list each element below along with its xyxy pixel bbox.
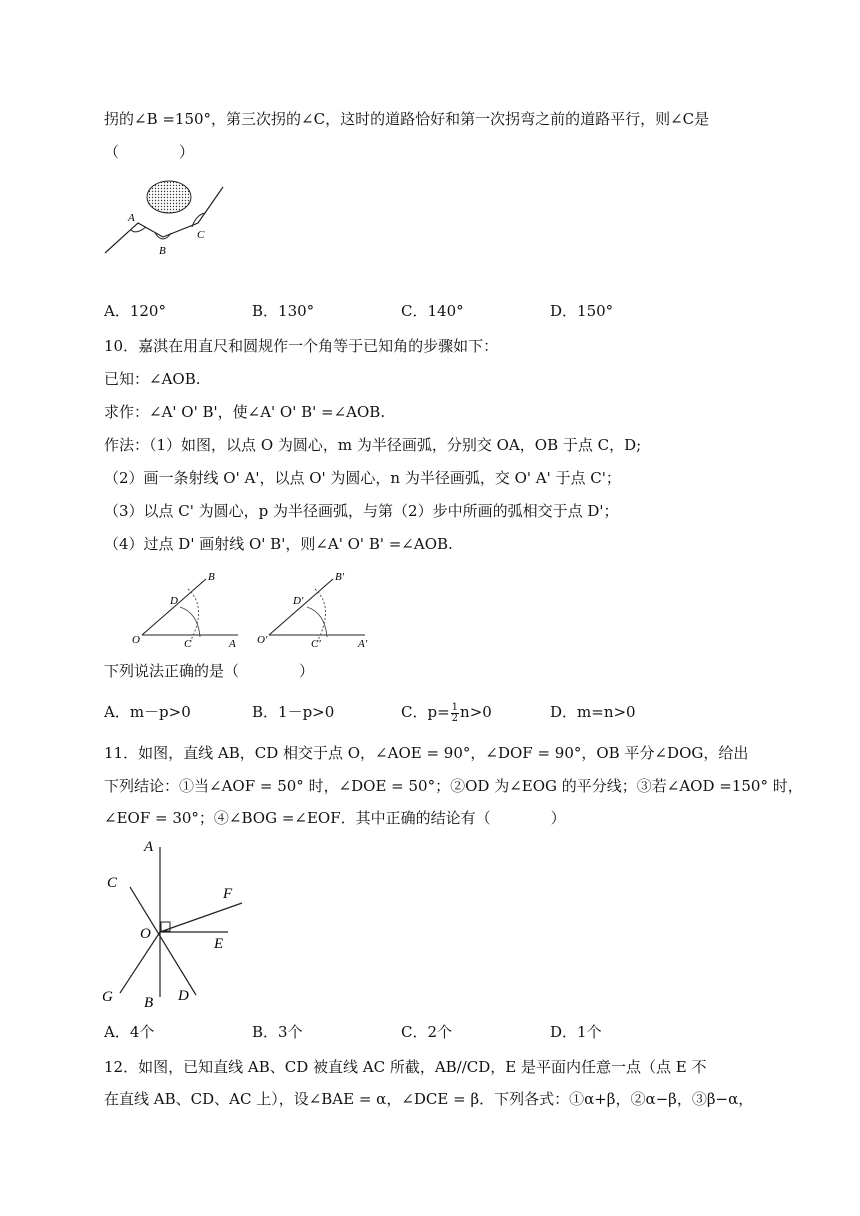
q11-label-b: B — [144, 995, 154, 1011]
q9-obstacle-ellipse — [147, 181, 191, 213]
q12-text-line1: 12．如图，已知直线 AB、CD 被直线 AC 所截，AB//CD，E 是平面内任意一点（点 E 不 — [104, 1058, 707, 1076]
q11-label-c: C — [107, 875, 118, 891]
q10-construction-figure-2 — [255, 567, 385, 650]
q10-fig1-label-a: A — [229, 638, 236, 650]
q9-answer-paren: （ ） — [104, 143, 195, 161]
q9-option-b[interactable]: B．130° — [252, 302, 315, 320]
q9-road-figure — [100, 175, 230, 260]
q10-title: 10．嘉淇在用直尺和圆规作一个角等于已知角的步骤如下： — [104, 337, 499, 355]
q10-fig2-label-o: O' — [257, 634, 268, 646]
q11-ray-of — [160, 903, 242, 932]
q11-label-f: F — [223, 886, 233, 902]
q11-text-line2: 下列结论：①当∠AOF = 50° 时，∠DOE = 50°；②OD 为∠EOG 的平分线；③若∠AOD =150° 时， — [104, 777, 803, 795]
q10-fig1-label-o: O — [132, 634, 140, 646]
q9-label-b: B — [159, 245, 166, 257]
q10-construction-figure-1 — [128, 567, 248, 650]
q10-step2: （2）画一条射线 O' A'，以点 O' 为圆心，n 为半径画弧，交 O' A' 于点 C'； — [104, 469, 621, 487]
q11-label-d: D — [178, 988, 189, 1004]
q10-option-b[interactable]: B．1－p>0 — [252, 703, 335, 721]
q9-option-d[interactable]: D．150° — [550, 302, 614, 320]
q10-fig2-label-b: B' — [335, 571, 345, 583]
q10-step4: （4）过点 D' 画射线 O' B'，则∠A' O' B' =∠AOB. — [104, 535, 453, 553]
q9-option-a[interactable]: A．120° — [104, 302, 166, 320]
q12-text-line2: 在直线 AB、CD、AC 上），设∠BAE = α，∠DCE = β．下列各式：①α+β，②α−β，③β−α， — [104, 1090, 754, 1108]
q11-option-c[interactable]: C．2个 — [401, 1023, 453, 1041]
q11-label-o: O — [140, 926, 151, 942]
q10-fig2-label-c: C' — [311, 638, 321, 650]
q10-question: 下列说法正确的是（ ） — [104, 662, 315, 680]
q11-text-line1: 11．如图，直线 AB，CD 相交于点 O，∠AOE = 90°，∠DOF = 90°，OB 平分∠DOG，给出 — [104, 744, 749, 762]
q10-option-c[interactable] — [401, 702, 492, 724]
q10-known: 已知：∠AOB. — [104, 370, 201, 388]
q10-option-c-numerator: 1 — [451, 701, 459, 713]
q10-step3: （3）以点 C' 为圆心，p 为半径画弧，与第（2）步中所画的弧相交于点 D'； — [104, 502, 619, 520]
q10-option-c-denominator: 2 — [451, 712, 459, 724]
q11-option-d[interactable]: D．1个 — [550, 1023, 602, 1041]
q10-option-c-fraction — [451, 703, 459, 724]
q10-fig1-label-c: C — [184, 638, 192, 650]
q11-label-a: A — [144, 839, 154, 855]
q11-lines-figure — [100, 835, 250, 1010]
q10-step1: 作法：（1）如图，以点 O 为圆心，m 为半径画弧，分别交 OA，OB 于点 C，D; — [104, 436, 642, 454]
q11-text-line3: ∠EOF = 30°；④∠BOG =∠EOF．其中正确的结论有（ ） — [104, 809, 566, 827]
q10-fig2-label-d: D' — [293, 595, 304, 607]
q9-label-a: A — [128, 212, 135, 224]
q9-text-line1: 拐的∠B =150°，第三次拐的∠C，这时的道路恰好和第一次拐弯之前的道路平行，则∠C是 — [104, 110, 710, 128]
q9-label-c: C — [197, 229, 205, 241]
q10-option-a[interactable]: A．m－p>0 — [104, 703, 191, 721]
q10-fig1-label-d: D — [170, 595, 178, 607]
q10-fig1-label-b: B — [208, 571, 215, 583]
q10-make: 求作：∠A' O' B'，使∠A' O' B' =∠AOB. — [104, 403, 386, 421]
q11-label-e: E — [214, 936, 224, 952]
q11-option-a[interactable]: A．4个 — [104, 1023, 155, 1041]
q9-option-c[interactable]: C．140° — [401, 302, 464, 320]
q10-option-c-suffix: n>0 — [460, 703, 492, 721]
q10-option-d[interactable]: D．m=n>0 — [550, 703, 636, 721]
q11-label-g: G — [102, 989, 113, 1005]
q10-fig2-label-a: A' — [358, 638, 368, 650]
q11-option-b[interactable]: B．3个 — [252, 1023, 303, 1041]
q10-option-c-prefix: C．p= — [401, 703, 450, 721]
